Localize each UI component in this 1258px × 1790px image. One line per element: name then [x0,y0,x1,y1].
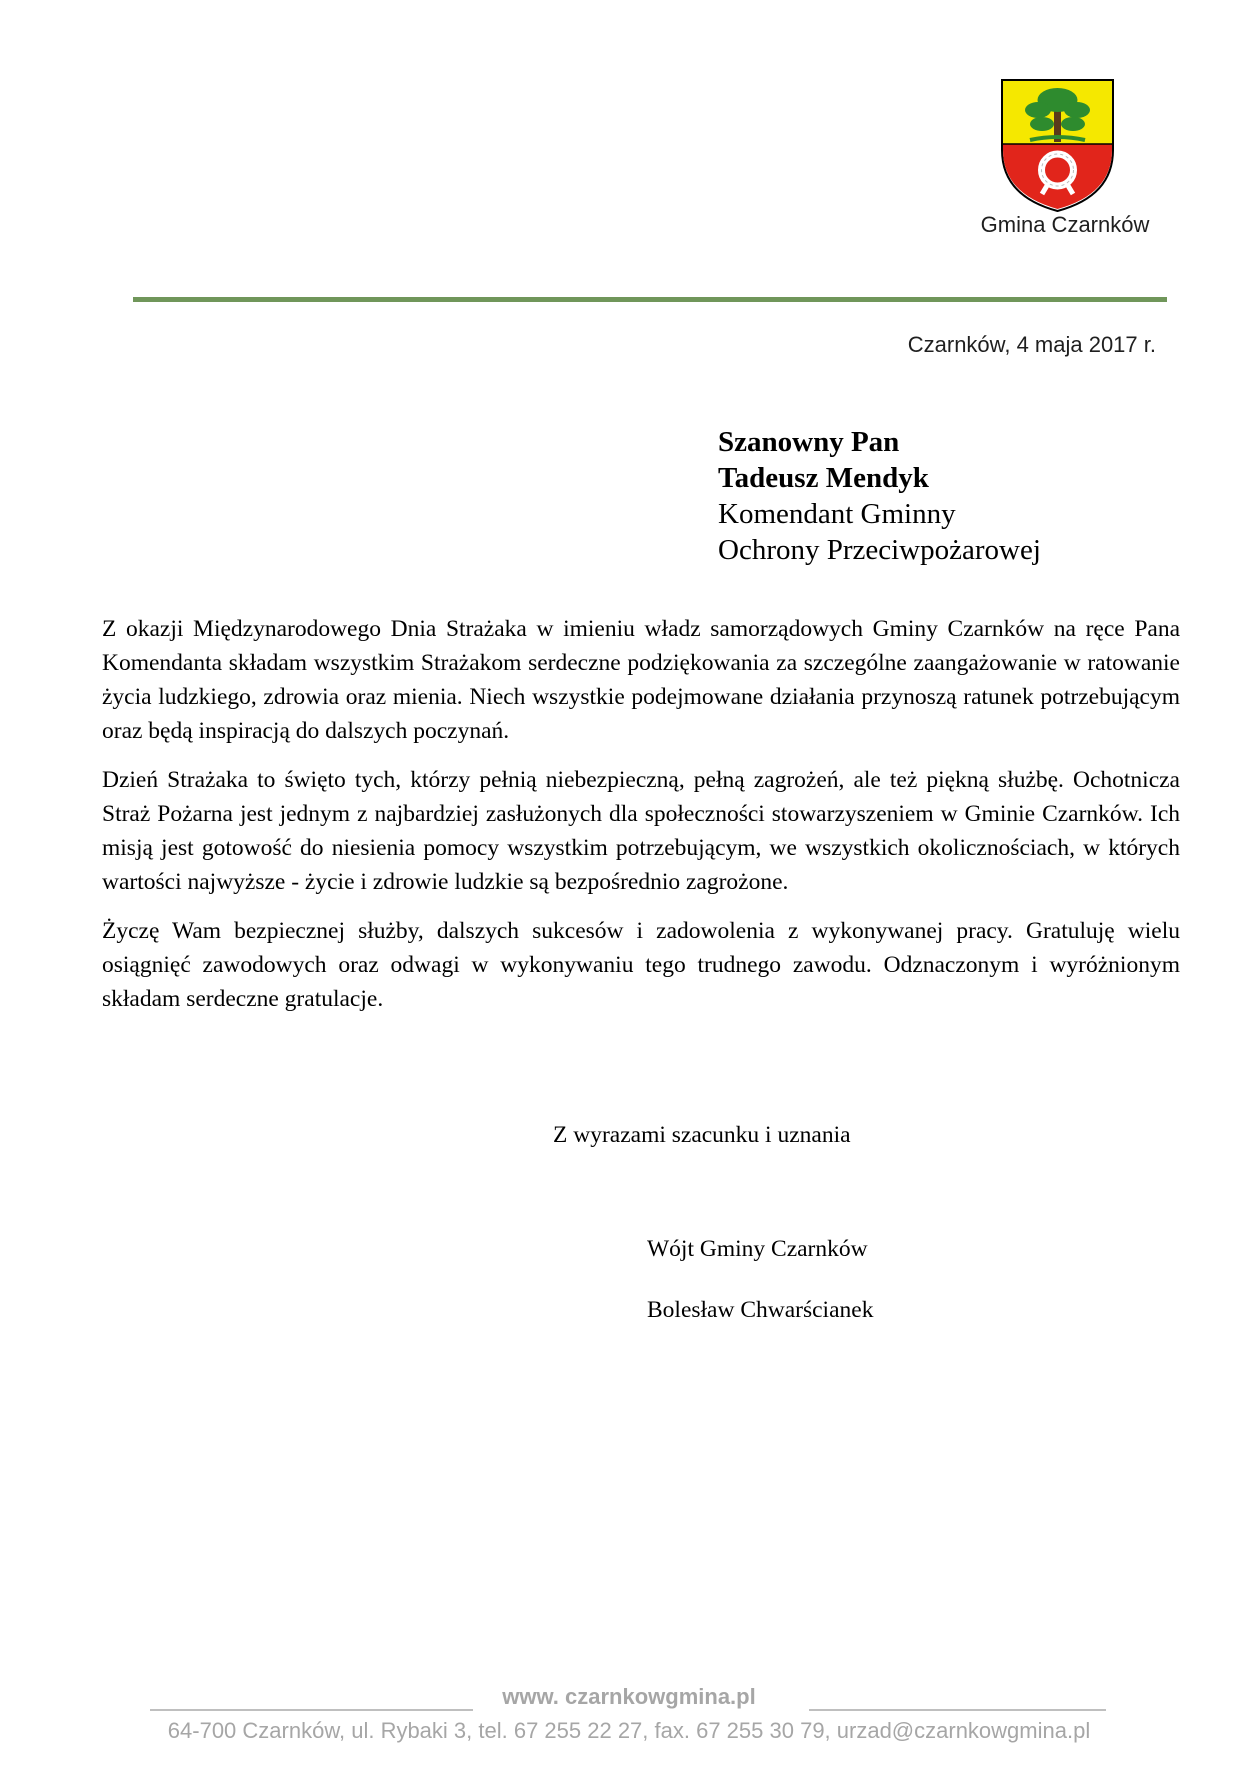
organization-name: Gmina Czarnków [980,212,1150,237]
coat-of-arms-icon [1000,78,1115,213]
footer-address: 64-700 Czarnków, ul. Rybaki 3, tel. 67 255 22 27, fax. 67 255 30 79, urzad@czarnkowgmina.pl [167,1718,1091,1743]
signatory-name: Bolesław Chwarścianek [647,1297,874,1323]
closing-text: Z wyrazami szacunku i uznania [553,1122,851,1148]
addressee-block [718,424,1041,568]
addressee-salutation: Szanowny Pan [718,426,900,458]
addressee-position-line1: Komendant Gminny [718,498,956,530]
addressee-position-line2: Ochrony Przeciwpożarowej [718,534,1041,566]
footer-website: www. czarnkowgmina.pl [502,1684,756,1709]
header-divider [133,297,1167,302]
body-paragraph: Dzień Strażaka to święto tych, którzy pełnią niebezpieczną, pełną zagrożeń, ale też piękną służbę. Ochotnicza Straż Pożarna jest jednym z najbardziej zasłużonych dla społeczności stowarzyszeniem w Gminie Czarnków. Ich misją jest gotowość do niesienia pomocy wszystkim potrzebującym, we wszystkich okolicznościach, w których wartości najwyższe - życie i zdrowie ludzkie są bezpośrednio zagrożone. [102,767,1180,895]
body-paragraph: Z okazji Międzynarodowego Dnia Strażaka w imieniu władz samorządowych Gminy Czarnków na ręce Pana Komendanta składam wszystkim Strażakom serdeczne podziękowania za szczególne zaangażowanie w ratowanie życia ludzkiego, zdrowia oraz mienia. Niech wszystkie podejmowane działania przynoszą ratunek potrzebującym oraz będą inspiracją do dalszych poczynań. [102,616,1180,744]
signatory-title: Wójt Gminy Czarnków [647,1236,868,1262]
addressee-name: Tadeusz Mendyk [718,462,929,494]
letter-body [102,612,1180,1031]
letter-date: Czarnków, 4 maja 2017 r. [907,332,1156,357]
body-paragraph: Życzę Wam bezpiecznej służby, dalszych sukcesów i zadowolenia z wykonywanej pracy. Gratuluję wielu osiągnięć zawodowych oraz odwagi w wykonywaniu tego trudnego zawodu. Odznaczonym i wyróżnionym składam serdeczne gratulacje. [102,918,1180,1012]
